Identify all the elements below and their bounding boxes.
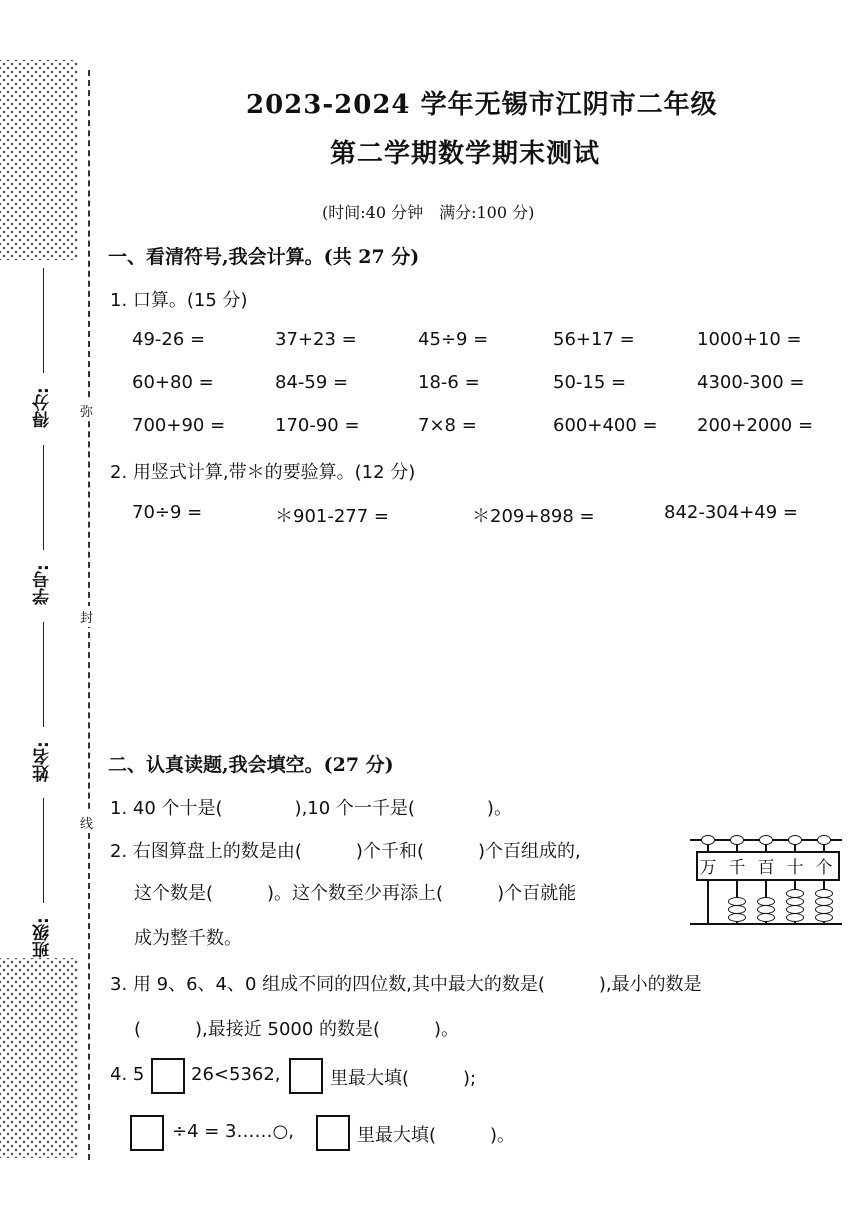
abacus-lower-bead	[728, 897, 746, 906]
oral-calc-r3c4: 600+400 =	[553, 415, 658, 436]
abacus-place-label: 十	[785, 853, 805, 878]
oral-calc-r2c5: 4300-300 =	[697, 372, 805, 393]
question-2-2-line-2: 这个数是( )。这个数至少再添上( )个百就能	[134, 883, 577, 904]
question-2-1: 1. 40 个十是( ),10 个一千是( )。	[110, 798, 512, 819]
question-2-4-inequality: 26<5362,	[191, 1064, 281, 1085]
oral-calc-r3c3: 7×8 =	[418, 415, 477, 436]
abacus-lower-bead	[786, 889, 804, 898]
section-1-heading: 一、看清符号,我会计算。(共 27 分)	[108, 246, 420, 268]
vertical-calc-3: ＊209+898 =	[472, 506, 595, 527]
answer-box-2[interactable]	[289, 1058, 323, 1094]
seal-char-3: 线	[80, 812, 93, 833]
vertical-calc-4: 842-304+49 =	[664, 502, 798, 523]
answer-box-1[interactable]	[151, 1058, 185, 1094]
student-number-label: 学号:	[33, 564, 53, 606]
abacus-lower-bead	[757, 897, 775, 906]
answer-box-3[interactable]	[130, 1115, 164, 1151]
oral-calc-r1c2: 37+23 =	[275, 329, 357, 350]
abacus-lower-bead	[815, 913, 833, 922]
exam-time-info: (时间:40 分钟 满分:100 分)	[322, 203, 535, 222]
page-title-line-1: 2023-2024 学年无锡市江阴市二年级	[246, 90, 718, 120]
abacus-lower-bead	[757, 913, 775, 922]
oral-calc-r2c1: 60+80 =	[132, 372, 214, 393]
binding-pattern-top	[0, 60, 78, 260]
abacus-lower-bead	[728, 905, 746, 914]
class-label: 班级:	[33, 917, 53, 959]
question-2-3-line-1: 3. 用 9、6、4、0 组成不同的四位数,其中最大的数是( ),最小的数是	[110, 974, 702, 995]
oral-calc-r3c2: 170-90 =	[275, 415, 360, 436]
abacus-figure	[690, 833, 842, 925]
question-2-2-line-3: 成为整千数。	[134, 928, 242, 949]
abacus-place-label: 千	[727, 853, 747, 878]
score-blank	[43, 268, 44, 373]
abacus-upper-bead	[730, 835, 744, 845]
binding-pattern-bottom	[0, 958, 78, 1158]
answer-box-4[interactable]	[316, 1115, 350, 1151]
score-label: 得分:	[33, 387, 53, 429]
abacus-upper-bead	[788, 835, 802, 845]
student-number-blank	[43, 622, 44, 727]
oral-calc-r3c1: 700+90 =	[132, 415, 226, 436]
oral-calc-r1c5: 1000+10 =	[697, 329, 802, 350]
abacus-lower-bead	[815, 905, 833, 914]
page-title-line-2: 第二学期数学期末测试	[330, 139, 601, 169]
abacus-lower-bead	[786, 913, 804, 922]
question-2-3-line-2: ( ),最接近 5000 的数是( )。	[134, 1019, 460, 1040]
oral-calc-r2c2: 84-59 =	[275, 372, 349, 393]
vertical-calc-2: ＊901-277 =	[275, 506, 390, 527]
seal-char-2: 封	[80, 606, 93, 627]
oral-calc-r1c3: 45÷9 =	[418, 329, 489, 350]
question-2-2-line-1: 2. 右图算盘上的数是由( )个千和( )个百组成的,	[110, 841, 581, 862]
oral-calc-r2c3: 18-6 =	[418, 372, 480, 393]
abacus-bottom-bar	[690, 923, 842, 925]
oral-calc-r2c4: 50-15 =	[553, 372, 627, 393]
question-2-4-prefix: 4. 5	[110, 1064, 145, 1085]
oral-calc-r1c1: 49-26 =	[132, 329, 206, 350]
name-label: 姓名:	[33, 741, 53, 783]
abacus-lower-bead	[786, 905, 804, 914]
oral-calc-r1c4: 56+17 =	[553, 329, 635, 350]
oral-calc-r3c5: 200+2000 =	[697, 415, 814, 436]
vertical-calc-1: 70÷9 =	[132, 502, 203, 523]
question-2-4-division: ÷4 = 3……○,	[172, 1121, 294, 1142]
seal-char-1: 弥	[80, 400, 93, 421]
abacus-lower-bead	[815, 897, 833, 906]
question-2-4-part-a-ask: 里最大填( );	[330, 1068, 477, 1089]
abacus-place-label: 个	[814, 853, 834, 878]
question-1-1-title: 1. 口算。(15 分)	[110, 290, 248, 311]
question-1-2-title: 2. 用竖式计算,带＊的要验算。(12 分)	[110, 462, 416, 483]
abacus-lower-bead	[786, 897, 804, 906]
abacus-upper-bead	[701, 835, 715, 845]
abacus-lower-bead	[728, 913, 746, 922]
question-2-4-part-b-ask: 里最大填( )。	[357, 1125, 516, 1146]
abacus-lower-bead	[815, 889, 833, 898]
score-blank-2	[43, 445, 44, 550]
abacus-place-label: 百	[756, 853, 776, 878]
section-2-heading: 二、认真读题,我会填空。(27 分)	[108, 754, 394, 776]
abacus-upper-bead	[759, 835, 773, 845]
abacus-place-label: 万	[698, 853, 718, 878]
name-blank	[43, 798, 44, 903]
abacus-upper-bead	[817, 835, 831, 845]
abacus-lower-bead	[757, 905, 775, 914]
